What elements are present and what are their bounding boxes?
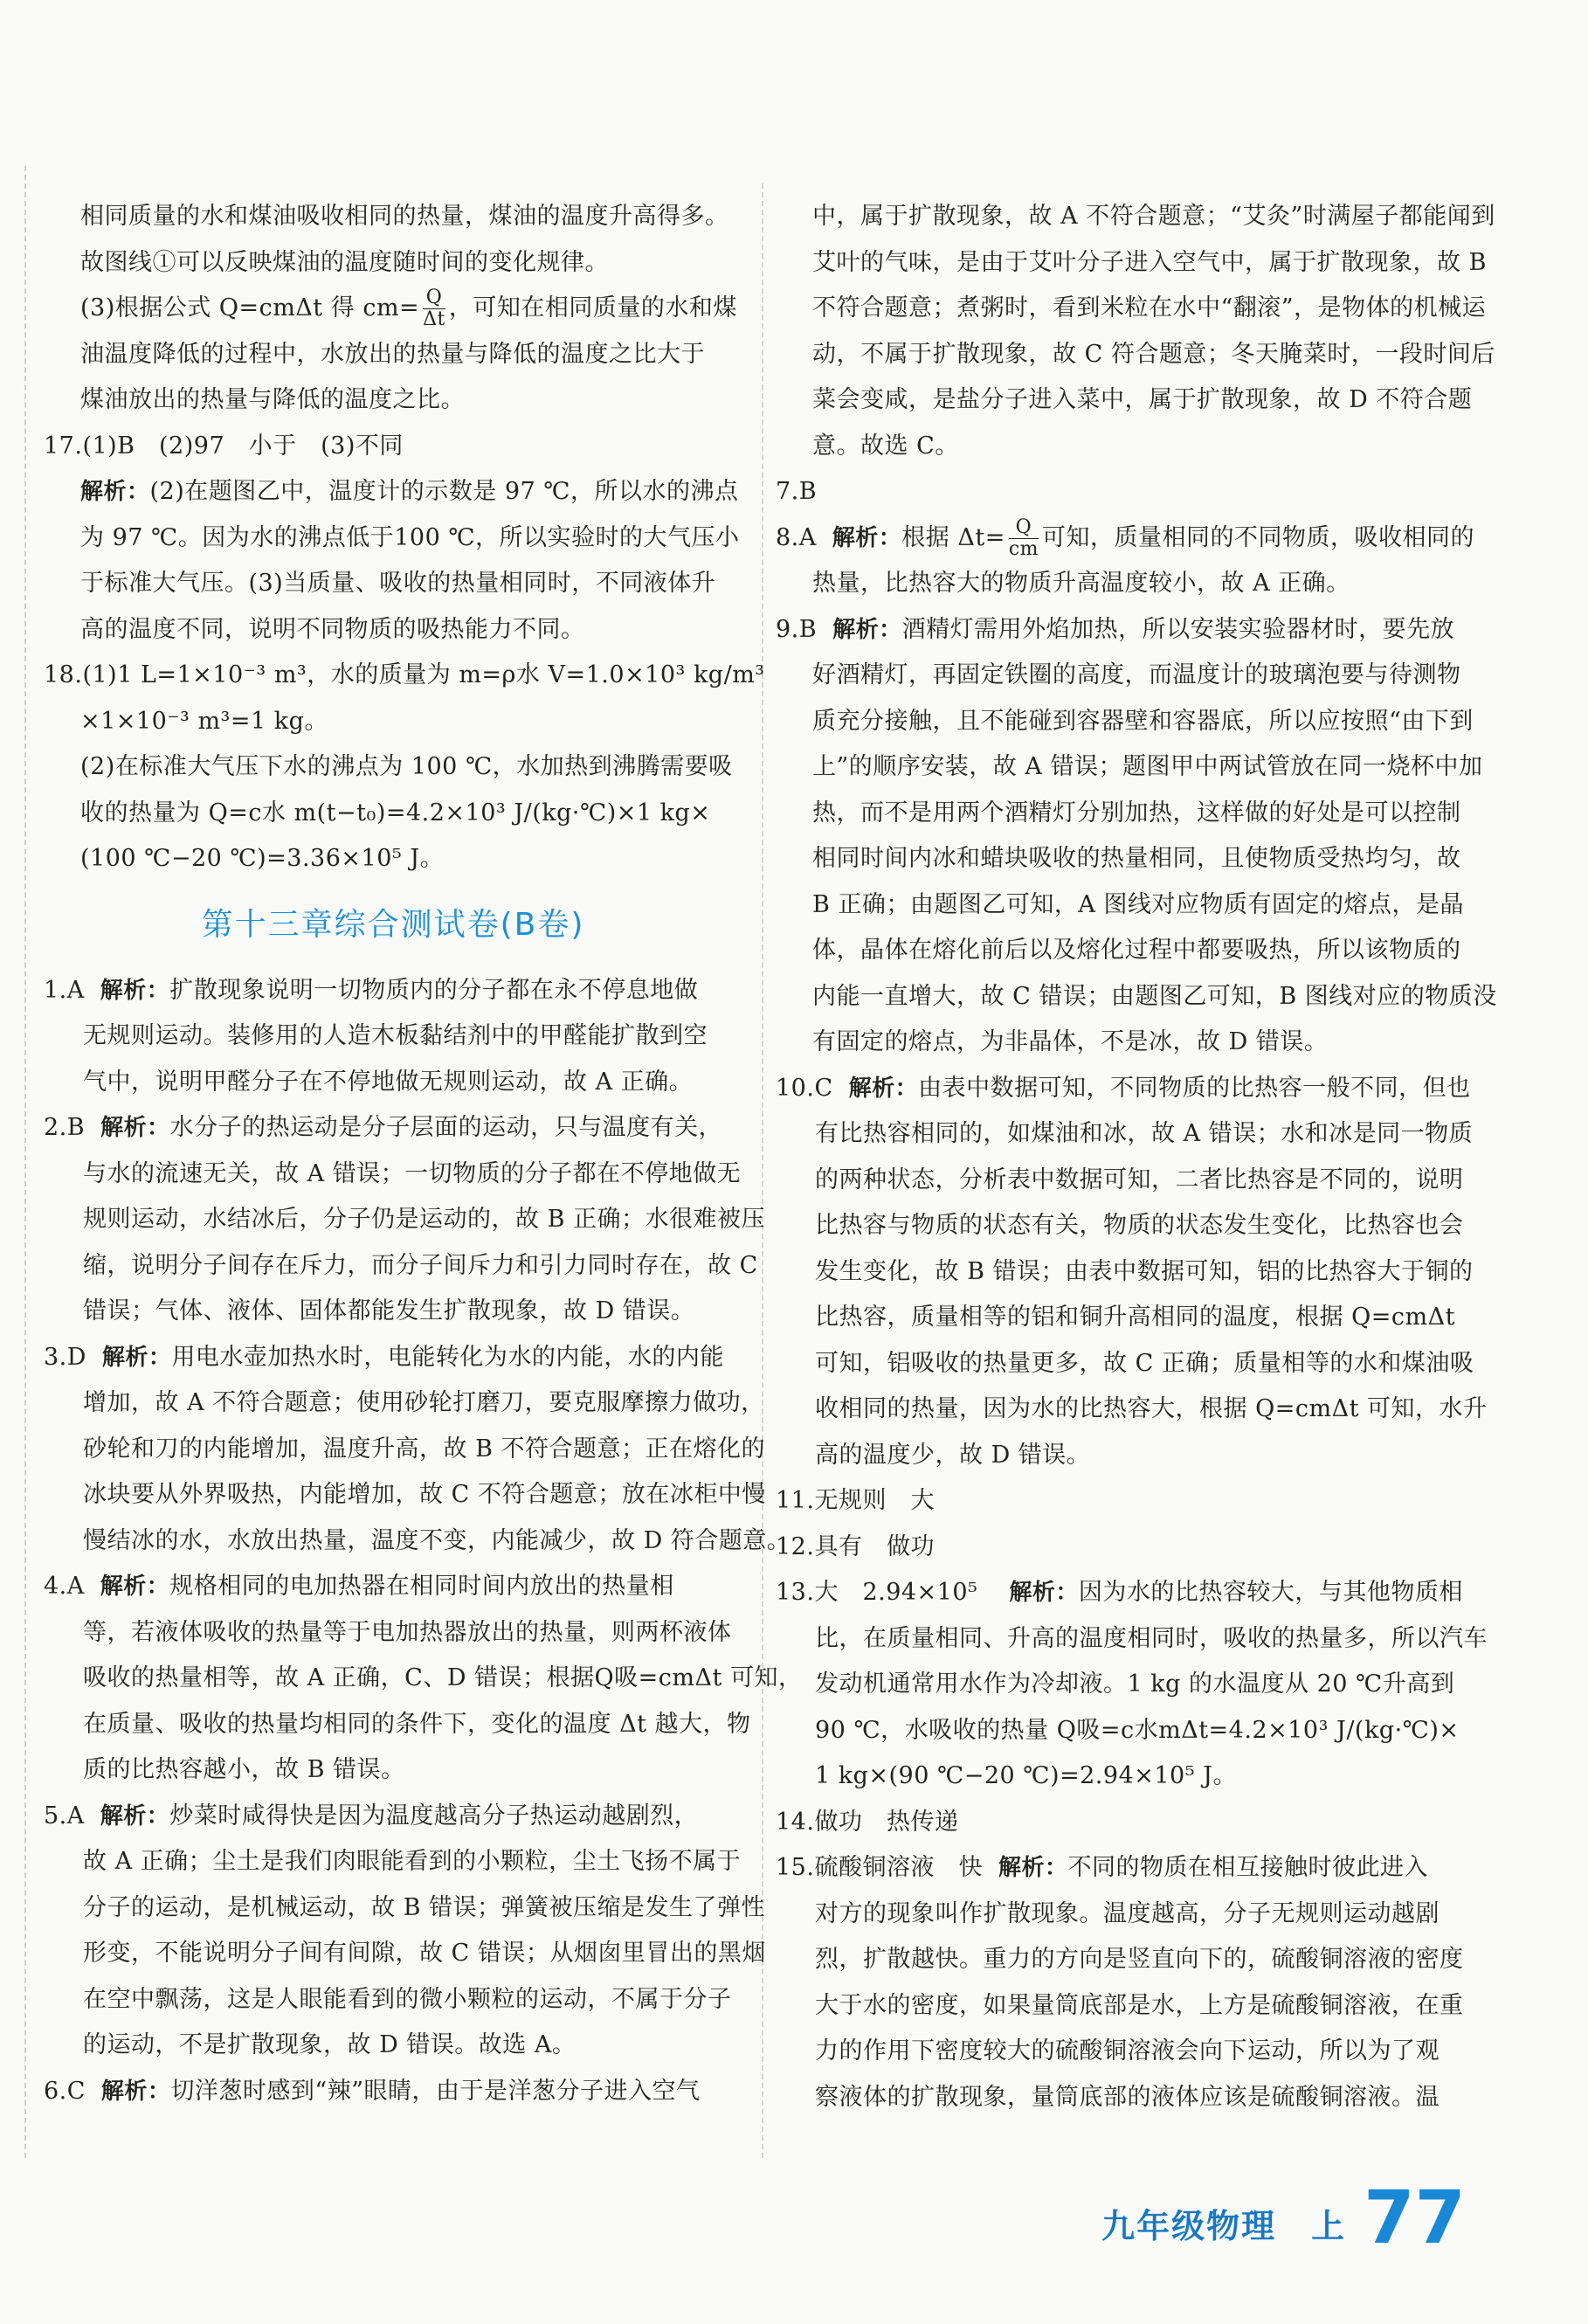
text-span: 规格相同的电加热器在相同时间内放出的热量相 — [169, 1573, 674, 1600]
text-line: 艾叶的气味，是由于艾叶分子进入空气中，属于扩散现象，故 B — [812, 248, 1487, 276]
text-line: 比，在质量相同、升高的温度相同时，吸收的热量多，所以汽车 — [815, 1624, 1488, 1652]
text-line: 在空中飘荡，这是人眼能看到的微小颗粒的运动，不属于分子 — [83, 1985, 732, 2013]
text-line: 砂轮和刀的内能增加，温度升高，故 B 不符合题意；正在熔化的 — [83, 1435, 766, 1463]
text-span: 扩散现象说明一切物质内的分子都在永不停息地做 — [169, 976, 699, 1004]
analysis-label: 解析： — [80, 479, 150, 505]
question-9-answer — [776, 607, 1483, 654]
column-divider — [762, 183, 763, 2158]
analysis-label: 解析： — [998, 1855, 1068, 1881]
text-line: 的两种状态，分析表中数据可知，二者比热容是不同的，说明 — [815, 1165, 1464, 1193]
text-line: 热量，比热容大的物质升高温度较小，故 A 正确。 — [812, 570, 1350, 597]
question-13-answer — [776, 1570, 1483, 1616]
analysis-label: 解析： — [1009, 1580, 1079, 1606]
page-number: 77 — [1364, 2175, 1466, 2260]
text-line: 体，晶体在熔化前后以及熔化过程中都要吸热，所以该物质的 — [812, 937, 1461, 964]
text-line: 气中，说明甲醛分子在不停地做无规则运动，故 A 正确。 — [83, 1068, 694, 1096]
right-column — [776, 194, 1497, 2120]
text-line — [44, 469, 742, 515]
text-line: 规则运动，水结冰后，分子仍是运动的，故 B 正确；水很难被压 — [83, 1206, 766, 1233]
analysis-label: 解析： — [100, 1115, 170, 1141]
text-span: 炒菜时咸得快是因为温度越高分子热运动越剧烈， — [169, 1802, 699, 1829]
question-6-answer — [44, 2069, 742, 2115]
text-line: 故图线①可以反映煤油的温度随时间的变化规律。 — [80, 248, 609, 276]
text-line: 热，而不是用两个酒精灯分别加热，这样做的好处是可以控制 — [812, 799, 1461, 827]
text-span: (2)在题图乙中，温度计的示数是 97 ℃，所以水的沸点 — [149, 478, 739, 505]
book-title: 九年级物理 上 — [1101, 2207, 1347, 2245]
question-1-answer — [44, 968, 742, 1014]
text-line: 有比热容相同的，如煤油和冰，故 A 错误；水和冰是同一物质 — [815, 1120, 1474, 1147]
text-line: 慢结冰的水，水放出热量，温度不变，内能减少，故 D 符合题意。 — [83, 1526, 791, 1554]
text-line: 的运动，不是扩散现象，故 D 错误。故选 A。 — [83, 2031, 577, 2058]
text-span: 可知，质量相同的不同物质，吸收相同的 — [1042, 523, 1475, 551]
text-line: 可知，铝吸收的热量更多，故 C 正确；质量相等的水和煤油吸 — [815, 1349, 1474, 1377]
text-line: 中，属于扩散现象，故 A 不符合题意；“艾灸”时满屋子都能闻到 — [812, 203, 1495, 230]
text-span: ，可知在相同质量的水和煤 — [448, 294, 737, 322]
text-span: 用电水壶加热水时，电能转化为水的内能，水的内能 — [171, 1343, 724, 1371]
text-line: 收相同的热量，因为水的比热容大，根据 Q=cmΔt 可知，水升 — [815, 1395, 1488, 1422]
text-line: 好酒精灯，再固定铁圈的高度，而温度计的玻璃泡要与待测物 — [812, 661, 1461, 688]
text-line: 力的作用下密度较大的硫酸铜溶液会向下运动，所以为了观 — [815, 2037, 1440, 2065]
text-line: 形变，不能说明分子间有间隙，故 C 错误；从烟囱里冒出的黑烟 — [83, 1940, 766, 1967]
text-line: 于标准大气压。(3)当质量、吸收的热量相同时，不同液体升 — [80, 570, 716, 597]
text-span: 根据 Δt= — [901, 523, 1005, 551]
text-line: 察液体的扩散现象，量筒底部的液体应该是硫酸铜溶液。温 — [815, 2083, 1440, 2111]
text-line: 故 A 正确；尘土是我们肉眼能看到的小颗粒，尘土飞扬不属于 — [83, 1848, 742, 1875]
answer-number: 3.D — [44, 1343, 86, 1371]
question-17-answer: 17.(1)B (2)97 小于 (3)不同 — [44, 432, 404, 460]
text-line: 意。故选 C。 — [812, 432, 959, 460]
question-10-answer — [776, 1066, 1483, 1112]
answer-number: 6.C — [44, 2077, 86, 2105]
text-line: 煤油放出的热量与降低的温度之比。 — [80, 386, 465, 413]
text-span: 水分子的热运动是分子层面的运动，只与温度有关， — [169, 1114, 723, 1141]
text-span: 由表中数据可知，不同物质的比热容一般不同，但也 — [918, 1074, 1471, 1102]
text-line: 发生变化，故 B 错误；由表中数据可知，铝的比热容大于铜的 — [815, 1257, 1474, 1285]
fraction-numerator: Q — [423, 287, 445, 309]
text-span: 不同的物质在相互接触时彼此进入 — [1067, 1854, 1428, 1881]
analysis-label: 解析： — [100, 977, 170, 1004]
text-line: 有固定的熔点，为非晶体，不是冰，故 D 错误。 — [812, 1028, 1329, 1055]
analysis-label: 解析： — [832, 524, 902, 551]
text-line: 质充分接触，且不能碰到容器壁和容器底，所以应按照“由下到 — [812, 707, 1474, 735]
question-8-answer — [776, 515, 1483, 562]
text-line: 无规则运动。装修用的人造木板黏结剂中的甲醛能扩散到空 — [83, 1022, 708, 1049]
text-line: 上”的顺序安装，故 A 错误；题图甲中两试管放在同一烧杯中加 — [812, 753, 1483, 780]
text-line: 动，不属于扩散现象，故 C 符合题意；冬天腌菜时，一段时间后 — [812, 340, 1495, 368]
question-3-answer — [44, 1335, 742, 1381]
text-line: ×1×10⁻³ m³=1 kg。 — [80, 707, 328, 735]
text-line: (100 ℃−20 ℃)=3.36×10⁵ J。 — [80, 845, 445, 872]
answer-number: 5.A — [44, 1802, 85, 1829]
question-7-answer: 7.B — [776, 478, 818, 505]
text-line: 高的温度少，故 D 错误。 — [815, 1441, 1091, 1469]
text-line: 油温度降低的过程中，水放出的热量与降低的温度之比大于 — [80, 340, 705, 368]
analysis-label: 解析： — [100, 1574, 170, 1600]
text-line: 菜会变咸，是盐分子进入菜中，属于扩散现象，故 D 不符合题 — [812, 386, 1473, 413]
answer-number: 4.A — [44, 1573, 85, 1600]
formula-line — [44, 286, 742, 332]
text-line: B 正确；由题图乙可知，A 图线对应物质有固定的熔点，是晶 — [812, 890, 1465, 918]
text-line: 大于水的密度，如果量筒底部是水，上方是硫酸铜溶液，在重 — [815, 1991, 1464, 2019]
analysis-label: 解析： — [848, 1075, 919, 1102]
question-5-answer — [44, 1794, 742, 1840]
question-15-answer — [776, 1845, 1483, 1892]
text-line: 对方的现象叫作扩散现象。温度越高，分子无规则运动越剧 — [815, 1899, 1440, 1927]
answer-number: 8.A — [776, 523, 817, 551]
text-line: 烈，扩散越快。重力的方向是竖直向下的，硫酸铜溶液的密度 — [815, 1946, 1464, 1973]
text-line: 1 kg×(90 ℃−20 ℃)=2.94×10⁵ J。 — [815, 1762, 1237, 1789]
question-11-answer: 11.无规则 大 — [776, 1487, 935, 1514]
text-line: 比热容与物质的状态有关，物质的状态发生变化，比热容也会 — [815, 1212, 1464, 1239]
text-line: 比热容，质量相等的铝和铜升高相同的温度，根据 Q=cmΔt — [815, 1304, 1455, 1331]
text-line: 与水的流速无关，故 A 错误；一切物质的分子都在不停地做无 — [83, 1159, 742, 1187]
question-2-answer — [44, 1105, 742, 1152]
text-line: 高的温度不同，说明不同物质的吸热能力不同。 — [80, 615, 585, 643]
text-line: (2)在标准大气压下水的沸点为 100 ℃，水加热到沸腾需要吸 — [80, 753, 733, 780]
text-line: 分子的运动，是机械运动，故 B 错误；弹簧被压缩是发生了弹性 — [83, 1893, 766, 1921]
analysis-label: 解析： — [100, 2078, 171, 2105]
analysis-label: 解析： — [832, 616, 902, 643]
question-12-answer: 12.具有 做功 — [776, 1532, 935, 1560]
answer-number: 13.大 2.94×10⁵ — [776, 1579, 978, 1606]
text-span: 酒精灯需用外焰加热，所以安装实验器材时，要先放 — [901, 615, 1455, 643]
text-line: 增加，故 A 不符合题意；使用砂轮打磨刀，要克服摩擦力做功， — [83, 1389, 765, 1416]
question-14-answer: 14.做功 热传递 — [776, 1808, 959, 1836]
answer-number: 2.B — [44, 1114, 86, 1141]
text-line: 冰块要从外界吸热，内能增加，故 C 不符合题意；放在冰柜中慢 — [83, 1481, 766, 1508]
question-4-answer — [44, 1564, 742, 1610]
fraction — [423, 287, 445, 330]
text-line: 等，若液体吸收的热量等于电加热器放出的热量，则两杯液体 — [83, 1618, 732, 1646]
text-line: 缩，说明分子间存在斥力，而分子间斥力和引力同时存在，故 C — [83, 1251, 758, 1279]
text-line: 吸收的热量相等，故 A 正确，C、D 错误；根据Q吸=cmΔt 可知， — [83, 1664, 803, 1691]
answer-number: 10.C — [776, 1074, 833, 1102]
page-footer — [1101, 2158, 1466, 2260]
analysis-label: 解析： — [101, 1344, 172, 1371]
text-line: 错误；气体、液体、固体都能发生扩散现象，故 D 错误。 — [83, 1297, 695, 1325]
question-18-answer: 18.(1)1 L=1×10⁻³ m³，水的质量为 m=ρ水 V=1.0×10³ kg/m³ — [44, 661, 765, 688]
answer-number: 15.硫酸铜溶液 快 — [776, 1854, 983, 1881]
text-line: 发动机通常用水作为冷却液。1 kg 的水温度从 20 ℃升高到 — [815, 1670, 1455, 1698]
fraction-denominator: Δt — [423, 308, 445, 330]
analysis-label: 解析： — [100, 1802, 170, 1829]
answer-number: 1.A — [44, 976, 85, 1004]
text-line: 收的热量为 Q=c水 m(t−t₀)=4.2×10³ J/(kg·℃)×1 kg× — [80, 799, 711, 827]
text-line: 内能一直增大，故 C 错误；由题图乙可知，B 图线对应的物质没 — [812, 982, 1497, 1010]
text-line: 为 97 ℃。因为水的沸点低于100 ℃，所以实验时的大气压小 — [80, 523, 740, 551]
fraction — [1009, 517, 1039, 560]
text-line: 不符合题意；煮粥时，看到米粒在水中“翻滚”，是物体的机械运 — [812, 294, 1487, 322]
text-line: 在质量、吸收的热量均相同的条件下，变化的温度 Δt 越大，物 — [83, 1710, 751, 1738]
fraction-denominator: cm — [1008, 537, 1039, 560]
text-line: 相同时间内冰和蜡块吸收的热量相同，且使物质受热均匀，故 — [812, 845, 1461, 872]
text-span: 因为水的比热容较大，与其他物质相 — [1078, 1579, 1463, 1606]
text-span: (3)根据公式 Q=cmΔt 得 cm= — [80, 294, 420, 322]
chapter-title: 第十三章综合测试卷(B卷) — [201, 906, 585, 943]
text-span: 切洋葱时感到“辣”眼睛，由于是洋葱分子进入空气 — [170, 2077, 701, 2105]
text-line: 质的比热容越小，故 B 错误。 — [83, 1756, 405, 1783]
answer-number: 9.B — [776, 615, 818, 643]
text-line: 相同质量的水和煤油吸收相同的热量，煤油的温度升高得多。 — [80, 203, 729, 230]
fraction-numerator: Q — [1009, 517, 1039, 539]
text-line: 90 ℃，水吸收的热量 Q吸=c水mΔt=4.2×10³ J/(kg·℃)× — [815, 1716, 1460, 1744]
binding-edge-divider — [24, 166, 26, 2158]
